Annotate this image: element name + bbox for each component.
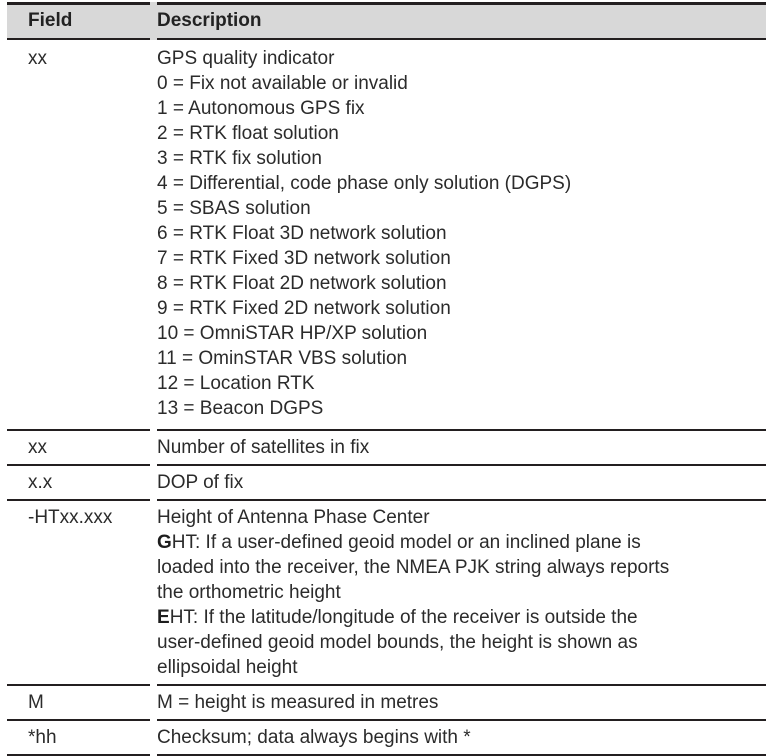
table-row: [7, 684, 766, 719]
column-gap: [150, 40, 157, 429]
description-line: 12 = Location RTK: [157, 373, 315, 394]
description-line: M = height is measured in metres: [157, 692, 439, 713]
description-line: user-defined geoid model bounds, the height is shown as: [157, 632, 638, 653]
description-cell: [157, 684, 766, 719]
description-line: 8 = RTK Float 2D network solution: [157, 273, 447, 294]
description-line: 13 = Beacon DGPS: [157, 398, 324, 419]
column-gap: [150, 429, 157, 464]
description-cell: [157, 499, 766, 684]
description-line: 5 = SBAS solution: [157, 198, 311, 219]
description-line: Number of satellites in fix: [157, 437, 370, 458]
field-cell: M: [7, 684, 150, 719]
description-line: 1 = Autonomous GPS fix: [157, 98, 365, 119]
description-cell: [157, 464, 766, 499]
description-line: 11 = OminSTAR VBS solution: [157, 348, 408, 369]
column-gap: [150, 2, 157, 40]
table-row: [7, 40, 766, 429]
description-line: 7 = RTK Fixed 3D network solution: [157, 248, 451, 269]
column-header-description: Description: [157, 2, 766, 40]
table-row: [7, 464, 766, 499]
field-cell: -HTxx.xxx: [7, 499, 150, 684]
description-line: 2 = RTK float solution: [157, 123, 339, 144]
field-cell: *hh: [7, 719, 150, 756]
table-row: [7, 499, 766, 684]
field-cell: xx: [7, 429, 150, 464]
description-line: Checksum; data always begins with *: [157, 727, 471, 748]
description-cell: [157, 719, 766, 756]
description-line: loaded into the receiver, the NMEA PJK string always reports: [157, 557, 670, 578]
column-gap: [150, 684, 157, 719]
column-gap: [150, 719, 157, 756]
column-gap: [150, 464, 157, 499]
table-row: [7, 719, 766, 756]
description-line: 10 = OmniSTAR HP/XP solution: [157, 323, 428, 344]
description-line: ellipsoidal height: [157, 657, 298, 678]
field-cell: xx: [28, 48, 47, 69]
column-header-field: Field: [7, 2, 150, 40]
description-line: Height of Antenna Phase Center: [157, 507, 430, 528]
description-line: 0 = Fix not available or invalid: [157, 73, 408, 94]
description-cell: [157, 429, 766, 464]
description-line: 9 = RTK Fixed 2D network solution: [157, 298, 451, 319]
description-line: 6 = RTK Float 3D network solution: [157, 223, 447, 244]
column-gap: [150, 499, 157, 684]
description-line: DOP of fix: [157, 472, 244, 493]
description-line: 3 = RTK fix solution: [157, 148, 322, 169]
description-line: GPS quality indicator: [157, 48, 335, 69]
table-body: [7, 40, 766, 756]
description-cell: [157, 40, 766, 429]
description-line: GHT: If a user-defined geoid model or an inclined plane is: [157, 532, 641, 553]
description-line: 4 = Differential, code phase only solution (DGPS): [157, 173, 572, 194]
description-line: EHT: If the latitude/longitude of the receiver is outside the: [157, 607, 638, 628]
field-description-table: [7, 2, 766, 756]
table-header-row: [7, 2, 766, 40]
table-row: [7, 429, 766, 464]
description-line: the orthometric height: [157, 582, 341, 603]
field-cell: x.x: [7, 464, 150, 499]
